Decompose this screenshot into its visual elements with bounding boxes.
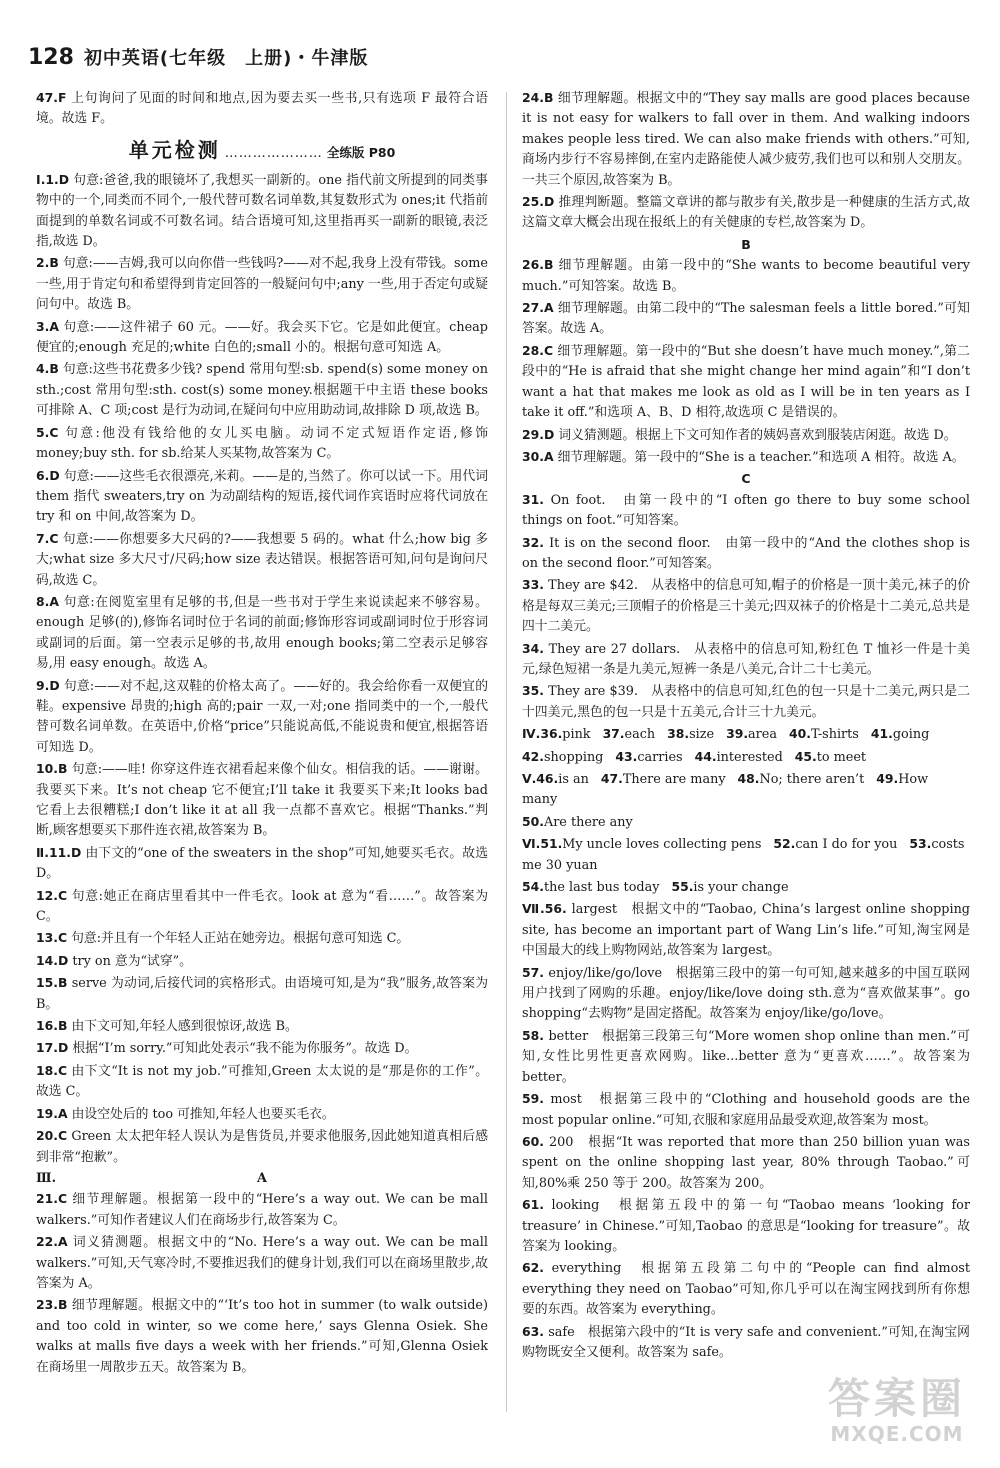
- answer-explanation: 句意:这些书花费多少钱? spend 常用句型:sb. spend(s) some money on sth.;cost 常用句型:sth. cost(s) some money.根据题干中主语 these books 可排除 A、C 项;cost 是行为动词,在疑问句中应用助动词,故排除 D 项,故选 B。: [36, 362, 488, 419]
- answer-number: 16.B: [36, 1018, 68, 1034]
- fill-row: [522, 747, 970, 768]
- answer-item: [522, 1132, 970, 1194]
- answer-number: 4.B: [36, 361, 59, 377]
- answer-explanation: most 根据第三段中的“Clothing and household goods are the most popular online.”可知,衣服和家庭用品最受欢迎,故答案为 most。: [522, 1092, 971, 1128]
- answer-explanation: It is on the second floor. 由第一段中的“And the clothes shop is on the second floor.”可知答案。: [522, 535, 970, 571]
- answer-explanation: Green 太太把年轻人误认为是售货员,并要求他服务,因此她知道真相后感到非常“抱歉”。: [36, 1129, 488, 1165]
- answer-explanation: 细节理解题。由第一段中的“She wants to become beautiful very much.”可知答案。故选 B。: [522, 258, 970, 294]
- fill-answer: 42.shopping: [522, 748, 604, 765]
- answer-number: 21.C: [36, 1191, 68, 1207]
- answer-item: [522, 425, 970, 446]
- fill-answer: 37.each: [602, 726, 656, 743]
- answer-number: 62.: [522, 1260, 544, 1276]
- answer-explanation: They are $42. 从表格中的信息可知,帽子的价格是一顶十美元,袜子的价格是每双三美元;三顶帽子的价格是三十美元;四双袜子的价格是十二美元,总共是四十二美元。: [522, 578, 970, 635]
- right-column: [522, 88, 970, 1364]
- answer-item: [36, 529, 488, 591]
- answer-item: [36, 1189, 488, 1231]
- answer-item: [522, 1195, 970, 1257]
- fill-row: [522, 877, 970, 898]
- answer-number: 34.: [522, 640, 544, 656]
- answer-explanation: better 根据第三段第三句“More women shop online than men.”可知,女性比男性更喜欢网购。like...better 意为“更喜欢……”。故答案为 better。: [522, 1028, 970, 1085]
- answer-item: [36, 1061, 488, 1103]
- answer-number: 8.A: [36, 593, 59, 609]
- answer-number: 9.D: [36, 677, 60, 693]
- answer-explanation: serve 为动词,后接代词的宾格形式。由语境可知,是为“我”服务,故答案为 B。: [36, 976, 488, 1012]
- answer-explanation: everything 根据第五段第二句中的“People can find almost everything they need on Taobao”可知,你几乎可以在淘宝网找到所有你想要的东西。故答案为 everything。: [522, 1261, 970, 1318]
- answer-number: 35.: [522, 683, 544, 699]
- answer-explanation: 细节理解题。第一段中的“She is a teacher.”和选项 A 相符。故选 A。: [557, 449, 965, 465]
- answer-item: [522, 899, 970, 961]
- answer-number: 26.B: [522, 257, 554, 273]
- answer-explanation: 句意:她正在商店里看其中一件毛衣。look at 意为“看……”。故答案为 C。: [36, 888, 488, 925]
- answer-number: 14.D: [36, 952, 69, 968]
- answer-number: 2.B: [36, 255, 59, 271]
- answer-explanation: 句意:——对不起,这双鞋的价格太高了。——好的。我会给你看一双便宜的鞋。expensive 昂贵的;high 高的;pair 一双,一对;one 指同类中的一个,一般代替可数名词单数。在英语中,价格“price”只能说高低,不能说贵和便宜,根据答语可知选 D。: [36, 678, 488, 755]
- fill-answer: 52.can I do for you: [773, 836, 898, 853]
- answer-number: 30.A: [522, 448, 554, 464]
- answer-number: 24.B: [522, 90, 554, 105]
- answer-explanation: try on 意为“试穿”。: [72, 953, 192, 969]
- answer-number: 61.: [522, 1197, 544, 1213]
- answer-explanation: 细节理解题。根据文中的“‘It’s too hot in summer (to walk outside) and too cold in winter, so we come here,’ says Glenna Osiek. She walks at malls five days a week with her friends.”可知,Glenna Osiek 在商场里一周散步五天。故答案为 B。: [36, 1298, 488, 1375]
- answer-item: [522, 1322, 970, 1364]
- fill-answer: 48.No; there aren’t: [737, 771, 865, 787]
- answer-number: 60.: [522, 1133, 544, 1149]
- answer-item: [36, 1016, 488, 1037]
- fill-answer: 45.to meet: [794, 748, 867, 765]
- answer-list: [36, 170, 488, 1168]
- subsection-heading: C: [741, 471, 751, 487]
- answer-number: 27.A: [522, 300, 554, 316]
- answer-number: 15.B: [36, 975, 68, 991]
- fill-row: [522, 724, 970, 745]
- answer-item: [36, 359, 488, 421]
- answer-explanation: 词义猜测题。根据文中的“No. Here’s a way out. We can be mall walkers.”可知,天气寒冷时,不要推迟我们的健身计划,我们可以在商场里散步,故答案为 A。: [36, 1235, 488, 1291]
- answer-list: [522, 88, 970, 234]
- fill-answer: 40.T-shirts: [788, 726, 859, 743]
- answer-explanation: 句意:——这件裙子 60 元。——好。我会买下它。它是如此便宜。cheap 便宜的;enough 充足的;white 白色的;small 小的。根据句意可知选 A。: [36, 319, 488, 356]
- answer-explanation: 由下文“It is not my job.”可推知,Green 太太说的是“那是你的工作”。故选 C。: [36, 1063, 488, 1100]
- fill-answer: 47.There are many: [600, 771, 726, 787]
- answer-number: 12.C: [36, 887, 68, 903]
- answer-explanation: safe 根据第六段中的“It is very safe and convenient.”可知,在淘宝网购物既安全又便利。故答案为 safe。: [522, 1324, 970, 1360]
- answer-item: [522, 447, 970, 468]
- fill-answer: 43.carries: [615, 748, 683, 765]
- left-column: [36, 88, 488, 1379]
- answer-item: [36, 886, 488, 928]
- answer-explanation: 句意:爸爸,我的眼镜坏了,我想买一副新的。one 指代前文所提到的同类事物中的一个,同类而不同个,一般代替可数名词单数,其复数形式为 ones;it 代指前面提到的单数名词或不可数名词。结合语境可知,这里指再买一副新的眼镜,表泛指,故选 D。: [36, 172, 488, 250]
- fill-answer: 54.the last bus today: [522, 879, 660, 896]
- answer-item: [522, 341, 970, 424]
- answer-item: [36, 423, 488, 465]
- answer-number: 17.D: [36, 1040, 69, 1056]
- answer-item: [522, 255, 970, 297]
- answer-number: 25.D: [522, 194, 555, 210]
- answer-number: 22.A: [36, 1234, 68, 1250]
- answer-item: [522, 681, 970, 723]
- answer-item: [522, 963, 970, 1025]
- column-divider: [506, 92, 507, 1412]
- answer-item: [522, 533, 970, 575]
- answer-explanation: 200 根据“It was reported that more than 250 billion yuan was spent on the online shopping last year, 80% through Taobao.”可知,80%乘 250 等于 200。故答案为 200。: [522, 1134, 970, 1191]
- fill-answer: 50.Are there any: [522, 813, 633, 830]
- fill-answer: 41.going: [870, 726, 930, 743]
- answer-explanation: 细节理解题。根据文中的“They say malls are good places because it is not easy for walkers to fall over in them. And walking indoors makes people less tired. We can also make friends with others.”可知,商场内步行不容易摔倒,在室内走路能使人减少疲劳,我们也可以和别人交朋友。一共三个原因,故答案为 B。: [522, 91, 970, 188]
- answer-list: [36, 1189, 488, 1378]
- answer-explanation: 由下文的“one of the sweaters in the shop”可知,她要买毛衣。故选 D。: [36, 845, 488, 882]
- answer-explanation: 句意:他没有钱给他的女儿买电脑。动词不定式短语作定语,修饰 money;buy sth. for sb.给某人买某物,故答案为 C。: [36, 425, 488, 462]
- answer-number: Ⅱ.11.D: [36, 844, 82, 860]
- answer-item: [36, 676, 488, 759]
- fill-answer: 53.costs me 30 yuan: [522, 836, 965, 873]
- answer-explanation: 词义猜测题。根据上下文可知作者的姨妈喜欢到服装店闲逛。故选 D。: [558, 427, 957, 443]
- answer-item: [36, 317, 488, 359]
- answer-number: 13.C: [36, 930, 68, 946]
- answer-explanation: 根据“I’m sorry.”可知此处表示“我不能为你服务”。故选 D。: [72, 1041, 418, 1057]
- fill-answer: Ⅴ.46.is an: [522, 771, 589, 787]
- answer-number: 28.C: [522, 342, 554, 358]
- answer-item: [36, 1295, 488, 1378]
- fill-answer: Ⅵ.51.My uncle loves collecting pens: [522, 836, 762, 853]
- answer-number: 19.A: [36, 1105, 68, 1121]
- answer-explanation: 句意:在阅览室里有足够的书,但是一些书对于学生来说读起来不够容易。enough 足够(的),修饰名词时位于名词的前面;修饰形容词或副词时位于形容词或副词的后面。第一空表示足够的书,故用 enough books;第二空表示足够容易,用 easy enough。故选 A。: [36, 594, 488, 672]
- answer-explanation: 句意:——这些毛衣很漂亮,米莉。——是的,当然了。你可以试一下。用代词 them 指代 sweaters,try on 为动副结构的短语,接代词作宾语时应将代词放在 try 和 on 中间,故答案为 D。: [36, 468, 488, 525]
- answer-item: [36, 951, 488, 972]
- answer-item: [522, 1258, 970, 1320]
- fill-answer: 55.is your change: [671, 879, 789, 896]
- answer-item: [522, 1026, 970, 1088]
- answer-item: [522, 298, 970, 340]
- answer-item: [522, 192, 970, 234]
- answer-list: [522, 899, 970, 1363]
- answer-item: [522, 639, 970, 681]
- part-heading: Ⅲ. A: [36, 1170, 267, 1186]
- answer-explanation: They are 27 dollars. 从表格中的信息可知,粉红色 T 恤衫一件是十美元,绿色短裙一条是九美元,短裤一条是八美元,合计二十七美元。: [522, 641, 970, 677]
- answer-explanation: 句意:——你想要多大尺码的?——我想要 5 码的。what 什么;how big 多大;what size 多大尺寸/尺码;how size 表达错误。根据答语可知,问句是询问尺码,故选 C。: [36, 531, 488, 588]
- answer-item: [36, 928, 488, 949]
- answer-number: 32.: [522, 534, 544, 550]
- answer-explanation: 细节理解题。第一段中的“But she doesn’t have much money.”,第二段中的“He is afraid that she might change her mind again”和“I don’t want a hat that makes me look as old as I will be in ten years as I take it off.”和选项 A、B、D 相符,故选项 C 是错误的。: [522, 343, 970, 421]
- answer-explanation: They are $39. 从表格中的信息可知,红色的包一只是十二美元,两只是二十四美元,黑色的包一只是十五美元,合计三十九美元。: [522, 684, 970, 720]
- book-title: 初中英语(七年级 上册)・牛津版: [83, 48, 369, 69]
- answer-explanation: 句意:——哇! 你穿这件连衣裙看起来像个仙女。相信我的话。——谢谢。我要买下来。It’s not cheap 它不便宜;I’ll take it 我要买下来;It looks bad 它看上去很糟糕;I don’t like it at all 我一点都不喜欢它。根据“Thanks.”判断,顾客想要买下那件连衣裙,故答案为 B。: [36, 762, 488, 839]
- section-title: 单元检测 ………………… 全练版 P80: [128, 137, 396, 162]
- answer-item: [36, 1104, 488, 1125]
- page-number: 128: [28, 45, 74, 70]
- answer-number: 6.D: [36, 467, 60, 483]
- answer-item: [36, 973, 488, 1015]
- answer-explanation: 细节理解题。根据第一段中的“Here’s a way out. We can be mall walkers.”可知作者建议人们在商场步行,故答案为 C。: [36, 1192, 488, 1228]
- answer-number: 23.B: [36, 1297, 68, 1313]
- answer-item: [522, 575, 970, 637]
- answer-explanation: 由设空处后的 too 可推知,年轻人也要买毛衣。: [71, 1106, 335, 1122]
- subsection-heading: B: [741, 236, 751, 252]
- fill-answer: 39.area: [726, 726, 777, 743]
- fill-row: [522, 812, 970, 833]
- answer-item: [522, 88, 970, 191]
- answer-number: 59.: [522, 1091, 544, 1107]
- fill-answer: 49.How many: [522, 771, 929, 808]
- fill-answer: 38.size: [667, 726, 715, 743]
- answer-explanation: 细节理解题。由第二段中的“The salesman feels a little bored.”可知答案。故选 A。: [522, 301, 970, 337]
- answer-item: [36, 843, 488, 885]
- answer-number: 10.B: [36, 761, 68, 777]
- answer-explanation: 句意:并且有一个年轻人正站在她旁边。根据句意可知选 C。: [71, 931, 410, 947]
- answer-number: 3.A: [36, 318, 59, 334]
- answer-explanation: largest 根据文中的“Taobao, China’s largest online shopping site, has become an important part of Wang Lin’s life.”可知,淘宝网是中国最大的线上购物网站,故答案为 largest。: [522, 902, 971, 959]
- answer-item: [522, 1089, 970, 1131]
- answer-list: [522, 490, 970, 723]
- answer-item: [36, 759, 488, 842]
- answer-item: [36, 592, 488, 675]
- answer-item: [36, 253, 488, 315]
- answer-number: Ⅰ.1.D: [36, 171, 70, 187]
- answer-explanation: enjoy/like/go/love 根据第三段中的第一句可知,越来越多的中国互联网用户找到了网购的乐趣。enjoy/like/love doing sth.意为“喜欢做某事”。go shopping“去购物”是固定搭配。故答案为 enjoy/like/go/love。: [522, 965, 970, 1022]
- answer-number: 58.: [522, 1027, 544, 1043]
- answer-explanation: 句意:——吉姆,我可以向你借一些钱吗?——对不起,我身上没有带钱。some 一些,用于肯定句和希望得到肯定回答的一般疑问句中;any 一些,用于否定句或疑问句中。故选 B。: [36, 256, 488, 313]
- answer-item: [522, 490, 970, 532]
- answer-number: 20.C: [36, 1128, 68, 1144]
- answer-number: 33.: [522, 577, 544, 593]
- answer-number: 7.C: [36, 530, 59, 546]
- answer-item: [36, 1038, 488, 1059]
- answer-number: Ⅶ.56.: [522, 901, 567, 917]
- fill-in-answers: [522, 724, 970, 898]
- answer-item: [36, 466, 488, 528]
- answer-explanation: 推理判断题。整篇文章讲的都与散步有关,散步是一种健康的生活方式,故这篇文章大概会出现在报纸上的有关健康的专栏,故答案为 D。: [522, 195, 970, 231]
- fill-answer: Ⅳ.36.pink: [522, 726, 591, 743]
- answer-item: [36, 1232, 488, 1294]
- answer-number: 18.C: [36, 1062, 68, 1078]
- watermark-logo: 答案圈 MXQE.COM: [827, 1374, 966, 1446]
- answer-number: 31.: [522, 491, 544, 507]
- answer-number: 5.C: [36, 424, 59, 440]
- page-header: [28, 44, 972, 78]
- answer-number: 57.: [522, 964, 544, 980]
- answer-number: 29.D: [522, 426, 555, 442]
- fill-row: [522, 834, 970, 876]
- fill-row: [522, 769, 970, 811]
- answer-list: [522, 255, 970, 468]
- answer-item: [36, 1126, 488, 1168]
- answer-item: [36, 170, 488, 253]
- answer-number: 63.: [522, 1323, 544, 1339]
- fill-answer: 44.interested: [694, 748, 783, 765]
- answer-explanation: looking 根据第五段中的第一句“Taobao means ‘looking for treasure’ in Chinese.”可知,Taobao 的意思是“looking for treasure”。故答案为 looking。: [522, 1198, 970, 1254]
- answer-explanation: 由下文可知,年轻人感到很惊讶,故选 B。: [71, 1019, 298, 1035]
- answer-explanation: On foot. 由第一段中的“I often go there to buy some school things on foot.”可知答案。: [522, 492, 970, 529]
- answer-item: 47.F 上句询问了见面的时间和地点,因为要去买一些书,只有选项 F 最符合语境。故选 F。: [36, 90, 488, 127]
